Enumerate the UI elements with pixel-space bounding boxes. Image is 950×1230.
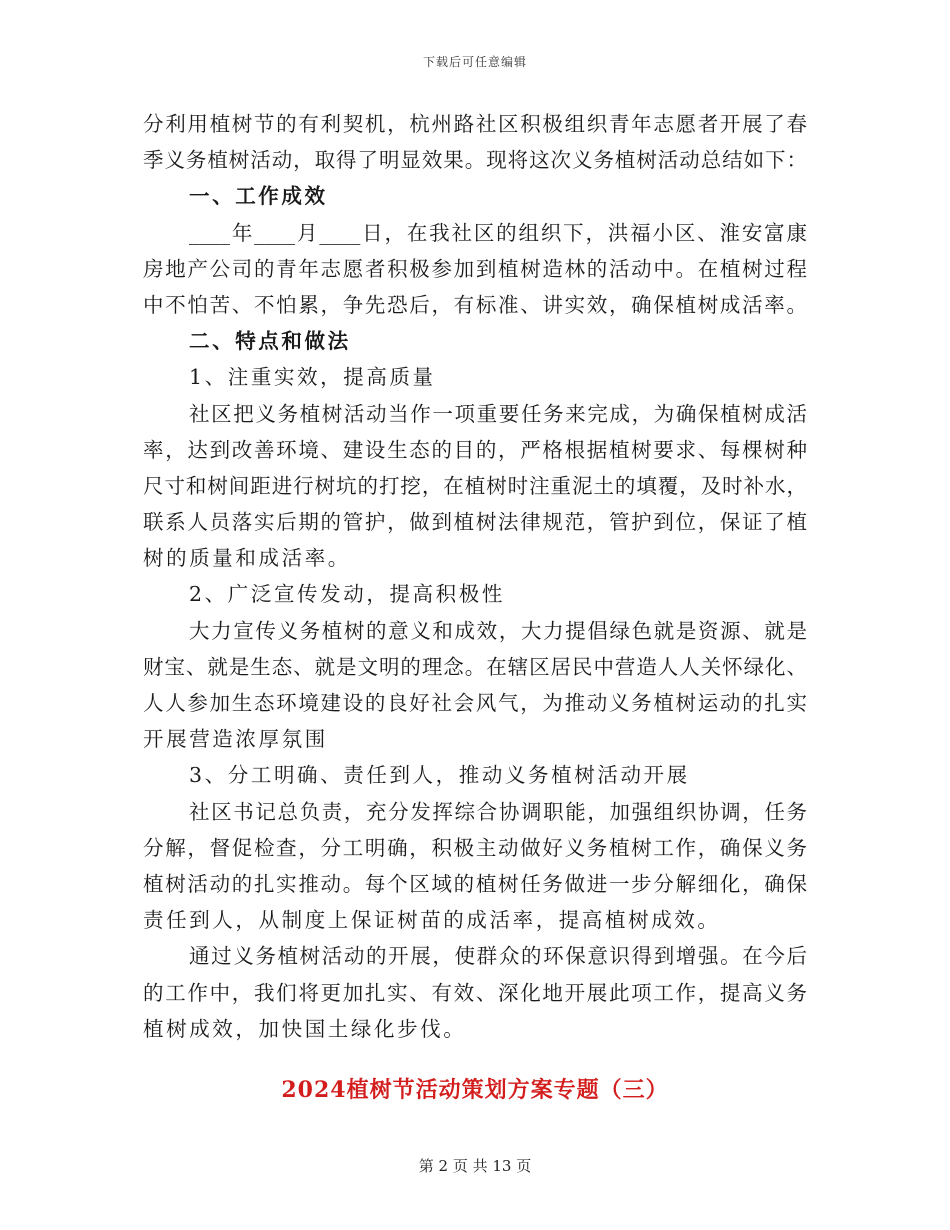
paragraph-line: 树的质量和成活率。 xyxy=(143,546,351,571)
paragraph-line: 开展营造浓厚氛围 xyxy=(143,727,328,752)
paragraph-line: ____年____月____日，在我社区的组织下，洪福小区、淮安富康 xyxy=(189,220,807,245)
paragraph-line: 尺寸和树间距进行树坑的打挖，在植树时注重泥土的填覆，及时补水， xyxy=(143,473,807,498)
section-heading-features: 二、特点和做法 xyxy=(189,329,351,354)
paragraph-line: 人人参加生态环境建设的良好社会风气，为推动义务植树运动的扎实 xyxy=(143,691,807,715)
paragraph-line: 分利用植树节的有利契机，杭州路社区积极组织青年志愿者开展了春 xyxy=(143,112,807,136)
paragraph-line: 率，达到改善环境、建设生态的目的，严格根据植树要求、每棵树种 xyxy=(143,437,807,462)
page-header-note: 下载后可任意编辑 xyxy=(422,55,527,69)
paragraph-line: 通过义务植树活动的开展，使群众的环保意识得到增强。在今后 xyxy=(189,944,807,969)
paragraph-line: 植树活动的扎实推动。每个区域的植树任务做进一步分解细化，确保 xyxy=(143,871,807,896)
paragraph-line: 季义务植树活动，取得了明显效果。现将这次义务植树活动总结如下： xyxy=(143,148,807,173)
subheading-3: 3、分工明确、责任到人，推动义务植树活动开展 xyxy=(189,763,690,788)
paragraph-line: 的工作中，我们将更加扎实、有效、深化地开展此项工作，提高义务 xyxy=(143,980,807,1005)
subheading-2: 2、广泛宣传发动，提高积极性 xyxy=(189,582,505,607)
paragraph-line: 植树成效，加快国土绿化步伐。 xyxy=(143,1016,467,1041)
paragraph-line: 分解，督促检查，分工明确，积极主动做好义务植树工作，确保义务 xyxy=(143,835,807,860)
paragraph-line: 房地产公司的青年志愿者积极参加到植树造林的活动中。在植树过程 xyxy=(143,256,807,281)
page-number: 第 2 页 共 13 页 xyxy=(418,1157,532,1175)
paragraph-line: 大力宣传义务植树的意义和成效，大力提倡绿色就是资源、就是 xyxy=(189,618,807,643)
paragraph-line: 联系人员落实后期的管护，做到植树法律规范，管护到位，保证了植 xyxy=(143,510,807,535)
paragraph-line: 财宝、就是生态、就是文明的理念。在辖区居民中营造人人关怀绿化、 xyxy=(143,654,807,679)
subheading-1: 1、注重实效，提高质量 xyxy=(189,365,436,390)
paragraph-line: 社区书记总负责，充分发挥综合协调职能，加强组织协调，任务 xyxy=(189,799,807,824)
document-body xyxy=(143,106,807,1047)
section-title: 2024植树节活动策划方案专题（三） xyxy=(281,1077,669,1103)
paragraph-line: 责任到人，从制度上保证树苗的成活率，提高植树成效。 xyxy=(143,908,721,933)
paragraph-line: 中不怕苦、不怕累，争先恐后，有标准、讲实效，确保植树成活率。 xyxy=(143,292,807,317)
paragraph-line: 社区把义务植树活动当作一项重要任务来完成，为确保植树成活 xyxy=(189,401,807,426)
section-heading-results: 一、工作成效 xyxy=(189,184,328,209)
